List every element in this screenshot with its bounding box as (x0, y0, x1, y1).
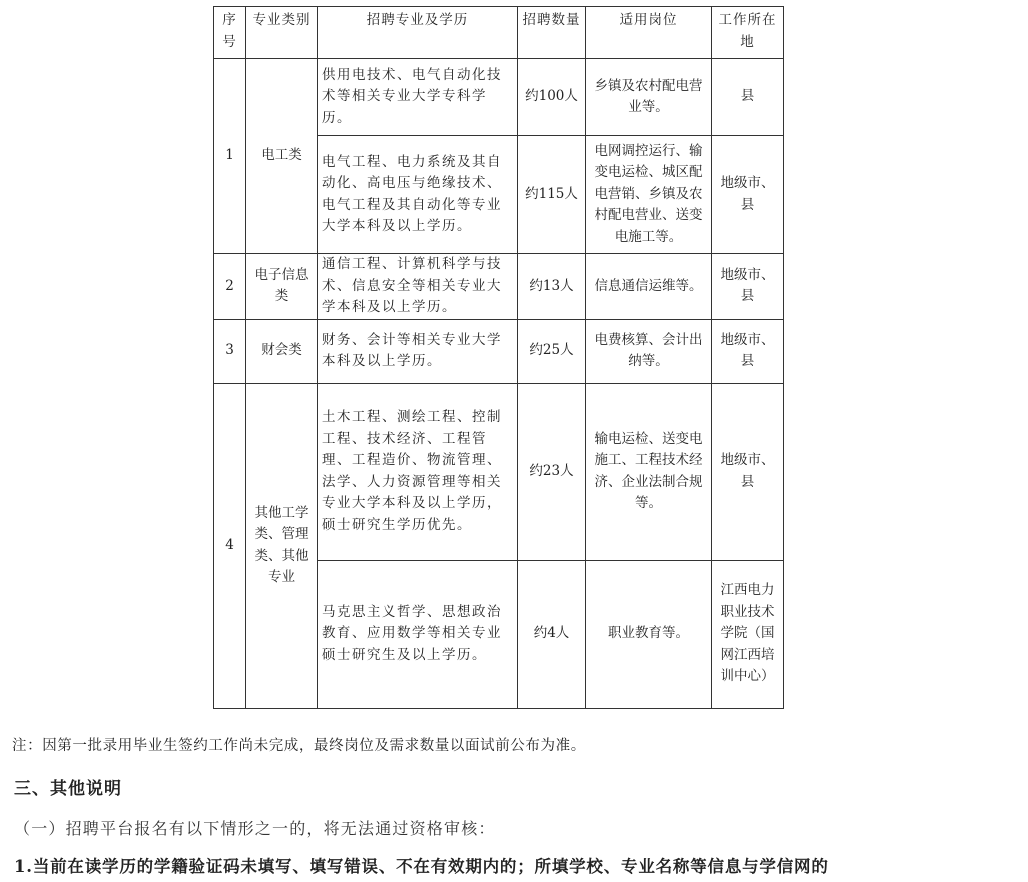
row-category: 其他工学类、管理类、其他专业 (246, 383, 318, 708)
paragraph-qualification-intro: （一）招聘平台报名有以下情形之一的，将无法通过资格审核： (14, 819, 496, 838)
row-major: 通信工程、计算机科学与技术、信息安全等相关专业大学本科及以上学历。 (318, 254, 518, 320)
row-seq: 4 (214, 383, 246, 708)
row-major: 电气工程、电力系统及其自动化、高电压与绝缘技术、电气工程及其自动化等专业大学本科及以上学历。 (318, 136, 518, 254)
row-location: 地级市、县 (712, 136, 784, 254)
table-note: 注：因第一批录用毕业生签约工作尚未完成，最终岗位及需求数量以面试前公布为准。 (12, 738, 586, 754)
header-seq: 序号 (214, 7, 246, 59)
table-row (214, 59, 784, 136)
row-major: 马克思主义哲学、思想政治教育、应用数学等相关专业硕士研究生及以上学历。 (318, 560, 518, 708)
recruitment-table (213, 6, 784, 709)
row-position: 输电运检、送变电施工、工程技术经济、企业法制合规等。 (586, 383, 712, 560)
row-position: 电费核算、会计出纳等。 (586, 319, 712, 383)
row-count: 约100人 (518, 59, 586, 136)
row-count: 约23人 (518, 383, 586, 560)
row-seq: 1 (214, 59, 246, 254)
row-location: 地级市、县 (712, 319, 784, 383)
header-count: 招聘数量 (518, 7, 586, 59)
row-major: 土木工程、测绘工程、控制工程、技术经济、工程管理、工程造价、物流管理、法学、人力资源管理等相关专业大学本科及以上学历，硕士研究生学历优先。 (318, 383, 518, 560)
header-position: 适用岗位 (586, 7, 712, 59)
row-major: 财务、会计等相关专业大学本科及以上学历。 (318, 319, 518, 383)
row-category: 电子信息类 (246, 254, 318, 320)
row-seq: 3 (214, 319, 246, 383)
row-category: 财会类 (246, 319, 318, 383)
row-category: 电工类 (246, 59, 318, 254)
row-position: 乡镇及农村配电营业等。 (586, 59, 712, 136)
header-major: 招聘专业及学历 (318, 7, 518, 59)
row-count: 约115人 (518, 136, 586, 254)
section-heading: 三、其他说明 (14, 779, 122, 799)
row-location: 县 (712, 59, 784, 136)
row-location: 江西电力职业技术学院（国网江西培训中心） (712, 560, 784, 708)
row-count: 约25人 (518, 319, 586, 383)
row-position: 电网调控运行、输变电运检、城区配电营销、乡镇及农村配电营业、送变电施工等。 (586, 136, 712, 254)
row-location: 地级市、县 (712, 383, 784, 560)
header-category: 专业类别 (246, 7, 318, 59)
row-location: 地级市、县 (712, 254, 784, 320)
table-row (214, 319, 784, 383)
paragraph-item-1: 1.当前在读学历的学籍验证码未填写、填写错误、不在有效期内的；所填学校、专业名称等信息与学信网的 (14, 857, 829, 876)
row-position: 信息通信运维等。 (586, 254, 712, 320)
header-location: 工作所在地 (712, 7, 784, 59)
row-position: 职业教育等。 (586, 560, 712, 708)
table-row (214, 383, 784, 560)
row-count: 约13人 (518, 254, 586, 320)
row-seq: 2 (214, 254, 246, 320)
row-major: 供用电技术、电气自动化技术等相关专业大学专科学历。 (318, 59, 518, 136)
row-count: 约4人 (518, 560, 586, 708)
table-row (214, 254, 784, 320)
table-header-row (214, 7, 784, 59)
